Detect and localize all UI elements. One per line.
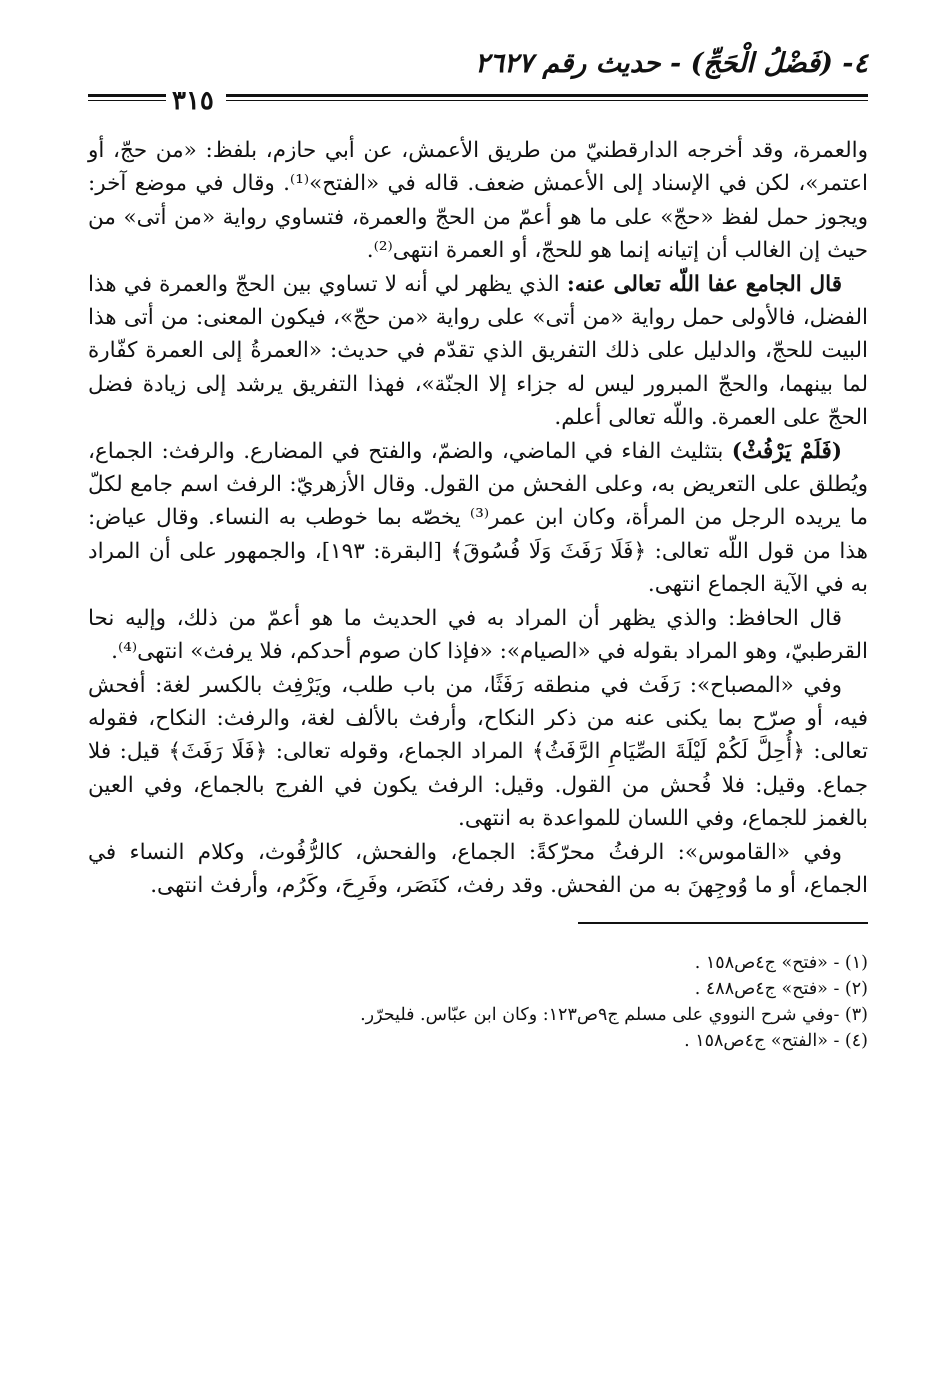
paragraph-3 xyxy=(88,435,868,602)
header-rule xyxy=(226,94,868,97)
footnote-3: (٣) -وفي شرح النووي على مسلم ج٩ص١٢٣: وكان ابن عبّاس. فليحرّر. xyxy=(360,1005,868,1026)
paragraph-2-lead: قال الجامع عفا اللّه تعالى عنه: xyxy=(566,271,842,297)
footnote-divider xyxy=(88,922,868,924)
paragraph-5: وفي «المصباح»: رَفَث في منطقه رَفَثًا، من باب طلب، ويَرْفِث بالكسر لغة: أفحش فيه، أو صرّح بما يكنى عنه من ذكر النكاح، وأرفث بالألف لغة، والرفث: النكاح، فقوله تعالى: ﴿أُحِلَّ لَكُمْ لَيْلَةَ الصِّيَامِ الرَّفَثُ﴾ المراد الجماع، وقوله تعالى: ﴿فَلَا رَفَثَ﴾ قيل: فلا جماع. وقيل: فلا فُحش من القول. وقيل: الرفث يكون في الفرج بالجماع، وفي العين بالغمز للجماع، وفي اللسان للمواعدة به انتهى. xyxy=(88,672,868,832)
header-rule-left-thin xyxy=(88,100,166,101)
page-number: ٣١٥ xyxy=(172,86,214,116)
main-text xyxy=(88,134,868,902)
paragraph-3-lead: (فَلَمْ يَرْفُثْ) xyxy=(731,438,842,464)
footnote-rule xyxy=(578,922,868,924)
paragraph-1: والعمرة، وقد أخرجه الدارقطنيّ من طريق الأعمش، عن أبي حازم، بلفظ: «من حجّ، أو اعتمر»، لكن في الإسناد إلى الأعمش ضعف. قاله في «الفتح»⁽¹⁾. وقال في موضع آخر: ويجوز حمل لفظ «حجّ» على ما هو أعمّ من الحجّ والعمرة، فتساوي رواية «من أتى» من حيث إن الغالب أن إتيانه إنما هو للحجّ، أو العمرة انتهى⁽²⁾. xyxy=(88,138,868,264)
footnote-1: (١) - «فتح» ج٤ص١٥٨ . xyxy=(694,953,868,974)
paragraph-2 xyxy=(88,268,868,435)
footnotes xyxy=(88,950,868,1054)
page xyxy=(88,48,868,1054)
paragraph-3-text: بتثليث الفاء في الماضي، والضمّ، والفتح في المضارع. والرفث: الجماع، ويُطلق على التعريض به، وعلى الفحش من القول. وقال الأزهريّ: الرفث اسم جامع لكلّ ما يريده الرجل من المرأة، وكان ابن عمر⁽³⁾ يخصّه بما خوطب به النساء. وقال عياض: هذا من قول اللّه تعالى: ﴿فَلَا رَفَثَ وَلَا فُسُوقَ﴾ [البقرة: ١٩٣]، والجمهور على أن المراد به في الآية الجماع انتهى. xyxy=(88,438,868,598)
chapter-title: ٤- (فَضْلُ الْحَجِّ) - حديث رقم ٢٦٢٧ xyxy=(474,48,868,79)
paragraph-6: وفي «القاموس»: الرفثُ محرّكةً: الجماع، والفحش، كالرُّفُوث، وكلام النساء في الجماع، أو ما وُوجِهنَ به من الفحش. وقد رفث، كنَصَر، وفَرِحَ، وكَرُم، وأرفث انتهى. xyxy=(88,839,868,898)
header-rule-thin xyxy=(226,100,868,101)
header-rule-left xyxy=(88,94,166,97)
paragraph-2-text: الذي يظهر لي أنه لا تساوي بين الحجّ والعمرة في هذا الفضل، فالأولى حمل رواية «من أتى» على رواية «من حجّ»، فيكون المعنى: من أتى هذا البيت للحجّ، والدليل على ذلك التفريق الذي تقدّم في حديث: «العمرةُ إلى العمرة كفّارة لما بينهما، والحجّ المبرور ليس له جزاء إلا الجنّة»، فهذا التفريق يرشد إلى زيادة فضل الحجّ على العمرة. واللّه تعالى أعلم. xyxy=(88,271,868,431)
page-header xyxy=(88,48,868,116)
footnote-4: (٤) - «الفتح» ج٤ص١٥٨ . xyxy=(684,1031,868,1052)
footnote-2: (٢) - «فتح» ج٤ص٤٨٨ . xyxy=(694,979,868,1000)
paragraph-4: قال الحافظ: والذي يظهر أن المراد به في الحديث ما هو أعمّ من ذلك، وإليه نحا القرطبيّ، وهو المراد بقوله في «الصيام»: «فإذا كان صوم أحدكم، فلا يرفث» انتهى⁽⁴⁾. xyxy=(88,605,868,665)
